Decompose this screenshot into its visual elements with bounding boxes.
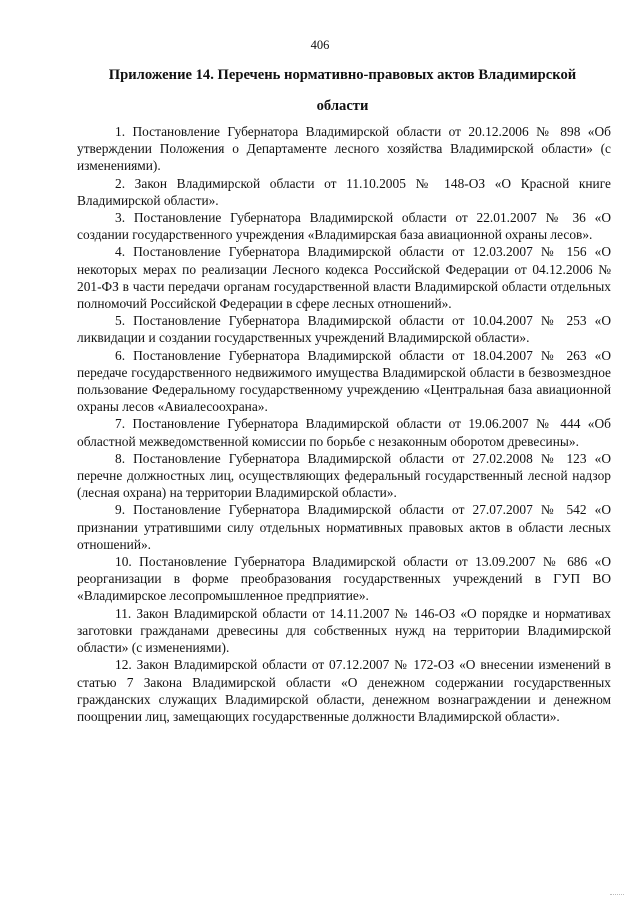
item-number: 11. xyxy=(115,605,132,621)
list-item xyxy=(77,312,611,346)
item-text: Закон Владимирской области от 07.12.2007 № 172-ОЗ «О внесении изменений в статью 7 Закона Владимирской области «О денежном содержании государственных гражданских служащих Владимирской области, денежном вознаграждении и денежном поощрении лиц, замещающих государственные должности Владимирской области». xyxy=(77,657,611,724)
item-number: 9. xyxy=(115,502,126,518)
item-text: Постановление Губернатора Владимирской области от 22.01.2007 № 36 «О создании государственного учреждения «Владимирская база авиационной охраны лесов». xyxy=(77,210,611,243)
item-number: 12. xyxy=(115,657,132,673)
list-item xyxy=(77,656,611,725)
item-number: 6. xyxy=(115,347,126,363)
item-text: Закон Владимирской области от 14.11.2007 № 146-ОЗ «О порядке и нормативах заготовки гражданами древесины для собственных нужд на территории Владимирской области» (с изменениями). xyxy=(77,605,611,656)
scan-artifact xyxy=(610,894,624,899)
list-item xyxy=(77,243,611,312)
list-item xyxy=(77,501,611,553)
appendix-title: Приложение 14. Перечень нормативно-правовых актов Владимирской области xyxy=(108,67,577,114)
item-text: Постановление Губернатора Владимирской области от 18.04.2007 № 263 «О передаче государственного недвижимого имущества Владимирской области в безвозмездное пользование Федеральному государственному учреждению «Центральная база авиационной охраны лесов «Авиалесоохрана». xyxy=(77,347,611,415)
item-number: 1. xyxy=(115,124,126,139)
item-number: 3. xyxy=(115,210,126,226)
item-text: Постановление Губернатора Владимирской области от 27.02.2008 № 123 «О перечне должностных лиц, осуществляющих федеральный государственный лесной надзор (лесная охрана) на территории Владимирской области». xyxy=(77,450,611,501)
item-number: 5. xyxy=(115,313,126,329)
item-text: Постановление Губернатора Владимирской области от 12.03.2007 № 156 «О некоторых мерах по реализации Лесного кодекса Российской Федерации от 04.12.2006 № 201-ФЗ в части передачи органам государственной власти Владимирской области отдельных полномочий Российской Федерации в сфере лесных отношений». xyxy=(77,244,611,312)
item-number: 10. xyxy=(115,554,132,570)
list-item xyxy=(77,553,611,605)
list-item xyxy=(77,209,611,243)
item-number: 4. xyxy=(115,244,126,260)
list-item xyxy=(77,605,611,657)
item-number: 7. xyxy=(115,416,126,432)
list-item xyxy=(77,123,611,175)
list-item xyxy=(77,175,611,209)
item-text: Постановление Губернатора Владимирской области от 20.12.2006 № 898 «Об утверждении Положения о Департаменте лесного хозяйства Владимирской области» (с изменениями). xyxy=(77,124,611,174)
item-text: Постановление Губернатора Владимирской области от 27.07.2007 № 542 «О признании утратившими силу отдельных нормативных правовых актов в области лесных отношений». xyxy=(77,502,611,552)
item-number: 8. xyxy=(115,450,126,466)
item-text: Постановление Губернатора Владимирской области от 19.06.2007 № 444 «Об областной межведомственной комиссии по борьбе с незаконным оборотом древесины». xyxy=(77,416,611,449)
item-number: 2. xyxy=(115,175,126,191)
list-item xyxy=(77,415,611,449)
list-item xyxy=(77,347,611,416)
page-number: 406 xyxy=(310,38,330,52)
legal-acts-list xyxy=(77,123,611,725)
item-text: Закон Владимирской области от 11.10.2005 № 148-ОЗ «О Красной книге Владимирской области». xyxy=(77,175,611,208)
item-text: Постановление Губернатора Владимирской области от 13.09.2007 № 686 «О реорганизации в форме преобразования государственных учреждений в ГУП ВО «Владимирское лесопромышленное предприятие». xyxy=(77,554,611,604)
list-item xyxy=(77,450,611,502)
item-text: Постановление Губернатора Владимирской области от 10.04.2007 № 253 «О ликвидации и создании государственных учреждений Владимирской области». xyxy=(77,313,611,346)
